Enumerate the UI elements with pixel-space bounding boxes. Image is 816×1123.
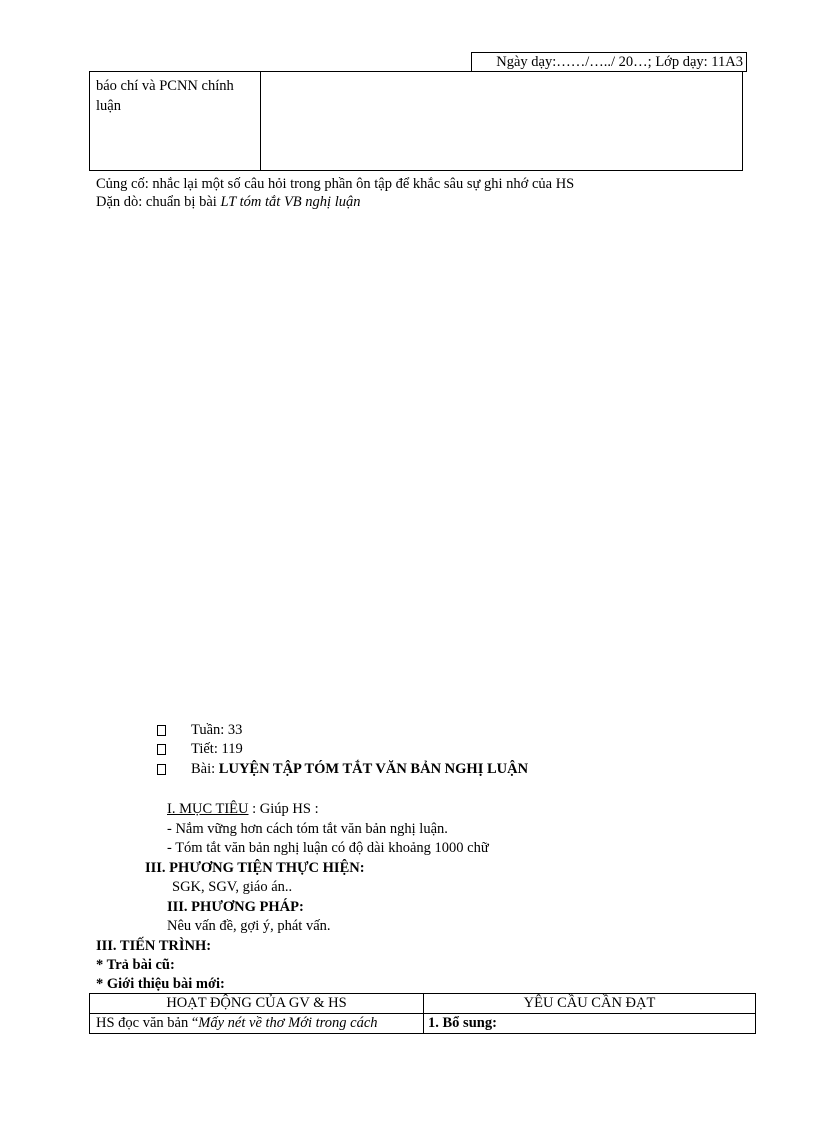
bai-prefix: Bài: xyxy=(191,761,219,777)
top-table-cell-topic-line1: báo chí và PCNN chính xyxy=(96,78,234,94)
process-heading: III. TIẾN TRÌNH: xyxy=(96,938,212,954)
bai-line xyxy=(191,760,528,779)
dan-do-prefix: Dặn dò: chuẩn bị bài xyxy=(96,194,221,210)
objective-item-2: - Tóm tắt văn bản nghị luận có độ dài khoảng 1000 chữ xyxy=(167,840,489,856)
method-heading: III. PHƯƠNG PHÁP: xyxy=(167,899,304,915)
activity-row1-left-italic: Mấy nét về thơ Mới trong cách xyxy=(198,1015,378,1031)
dan-do-lesson: LT tóm tắt VB nghị luận xyxy=(220,194,361,210)
activity-table-row1-left xyxy=(96,1014,378,1033)
top-table-cell-content xyxy=(261,72,742,170)
activity-table-row1-right: 1. Bổ sung: xyxy=(428,1015,497,1031)
objectives-heading-suffix: : Giúp HS : xyxy=(248,801,319,817)
bullet-icon xyxy=(157,744,166,755)
date-class-line: Ngày dạy:……/…../ 20…; Lớp dạy: 11A3 xyxy=(471,52,747,72)
objective-item-1: - Nắm vững hơn cách tóm tắt văn bản nghị luận. xyxy=(167,821,448,837)
cung-co-line: Củng cố: nhắc lại một số câu hỏi trong phần ôn tập để khắc sâu sự ghi nhớ của HS xyxy=(96,176,575,192)
objectives-heading-line xyxy=(167,800,319,819)
activity-table-header-requirement: YÊU CẦU CẦN ĐẠT xyxy=(523,995,656,1011)
new-lesson-heading: * Giới thiệu bài mới: xyxy=(96,976,225,992)
bai-title: LUYỆN TẬP TÓM TẮT VĂN BẢN NGHỊ LUẬN xyxy=(218,761,529,777)
tiet-line: Tiết: 119 xyxy=(191,741,243,757)
activity-table xyxy=(89,993,756,1034)
top-table-cell-topic xyxy=(90,72,261,170)
top-table xyxy=(89,71,743,171)
bullet-icon xyxy=(157,764,166,775)
activity-table-header-activity: HOẠT ĐỘNG CỦA GV & HS xyxy=(166,995,347,1011)
top-table-cell-topic-line2: luận xyxy=(96,98,121,114)
old-lesson-heading: * Trả bài cũ: xyxy=(96,957,175,973)
bullet-icon xyxy=(157,725,166,736)
means-body: SGK, SGV, giáo án.. xyxy=(172,879,293,895)
means-heading: III. PHƯƠNG TIỆN THỰC HIỆN: xyxy=(145,860,365,876)
dan-do-line xyxy=(96,193,360,212)
tuan-line: Tuần: 33 xyxy=(191,722,243,738)
activity-row1-left-prefix: HS đọc văn bản “ xyxy=(96,1015,199,1031)
method-body: Nêu vấn đề, gợi ý, phát vấn. xyxy=(167,918,331,934)
objectives-heading: I. MỤC TIÊU xyxy=(167,801,249,817)
